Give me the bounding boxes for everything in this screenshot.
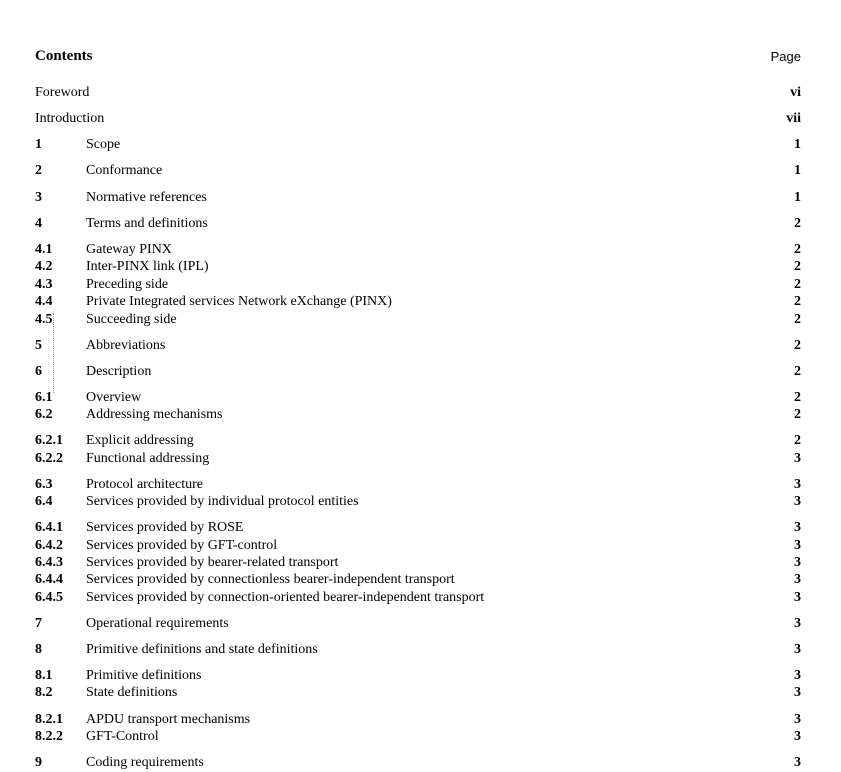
toc-entry-title: Foreword [35, 85, 90, 100]
toc-entry-page: 3 [794, 712, 801, 727]
toc-entry-page: 2 [794, 216, 801, 231]
toc-entry-title: GFT-Control [86, 729, 159, 744]
toc-entry-page: vii [786, 111, 801, 126]
toc-entry-number: 1 [35, 137, 42, 152]
toc-entry-section-8-2-1[interactable] [35, 711, 801, 729]
toc-entry-page: 3 [794, 555, 801, 570]
toc-entry-page: 3 [794, 538, 801, 553]
toc-entry-page: 1 [794, 163, 801, 178]
toc-entry-title: Addressing mechanisms [86, 407, 223, 422]
toc-entry-section-6-1[interactable] [35, 389, 801, 407]
toc-entry-number: 6 [35, 364, 42, 379]
toc-entry-title: Services provided by connectionless bearer-independent transport [86, 572, 455, 587]
toc-entry-number: 4.5 [35, 312, 53, 327]
toc-entry-number: 8.2 [35, 685, 53, 700]
toc-entry-title: Services provided by individual protocol entities [86, 494, 359, 509]
toc-entry-title: Introduction [35, 111, 105, 126]
toc-entry-section-4-4[interactable] [35, 293, 801, 311]
toc-entry-page: 3 [794, 520, 801, 535]
toc-entry-number: 8.1 [35, 668, 53, 683]
toc-entry-introduction[interactable] [35, 110, 801, 128]
toc-entry-number: 6.2.1 [35, 433, 63, 448]
toc-entry-page: 3 [794, 477, 801, 492]
toc-entry-section-7[interactable] [35, 615, 801, 633]
toc-entry-section-6[interactable] [35, 363, 801, 381]
toc-entry-title: Abbreviations [86, 338, 166, 353]
toc-entry-section-9[interactable] [35, 754, 801, 772]
toc-entry-title: Primitive definitions [86, 668, 202, 683]
toc-entry-page: vi [790, 85, 801, 100]
toc-entry-number: 9 [35, 755, 42, 770]
toc-entry-page: 2 [794, 312, 801, 327]
toc-entry-section-8-2-2[interactable] [35, 728, 801, 746]
toc-entry-number: 6.1 [35, 390, 53, 405]
toc-entry-section-6-2-1[interactable] [35, 432, 801, 450]
toc-entry-page: 3 [794, 668, 801, 683]
toc-entry-page: 3 [794, 755, 801, 770]
toc-entry-page: 3 [794, 616, 801, 631]
toc-entry-title: Conformance [86, 163, 163, 178]
toc-entry-section-1[interactable] [35, 136, 801, 154]
toc-entry-title: Succeeding side [86, 312, 177, 327]
toc-entry-number: 2 [35, 163, 42, 178]
toc-entry-title: Private Integrated services Network eXchange (PINX) [86, 294, 392, 309]
toc-entry-page: 2 [794, 390, 801, 405]
toc-entry-number: 6.4.5 [35, 590, 63, 605]
toc-entry-title: Protocol architecture [86, 477, 204, 492]
toc-entry-number: 6.2.2 [35, 451, 63, 466]
toc-entry-title: Services provided by GFT-control [86, 538, 278, 553]
toc-entry-page: 2 [794, 294, 801, 309]
toc-entry-title: Services provided by bearer-related transport [86, 555, 339, 570]
toc-entry-number: 6.4.2 [35, 538, 63, 553]
toc-entry-page: 3 [794, 729, 801, 744]
toc-entry-section-4-2[interactable] [35, 258, 801, 276]
toc-entry-page: 2 [794, 277, 801, 292]
page-column-label: Page [770, 49, 801, 64]
toc-entry-page: 3 [794, 494, 801, 509]
toc-entry-title: Coding requirements [86, 755, 204, 770]
toc-entry-section-6-2-2[interactable] [35, 450, 801, 468]
toc-entry-title: Preceding side [86, 277, 169, 292]
toc-entry-number: 4.4 [35, 294, 53, 309]
toc-entry-page: 3 [794, 590, 801, 605]
toc-entry-section-3[interactable] [35, 189, 801, 207]
toc-entry-number: 6.4.3 [35, 555, 63, 570]
toc-entry-section-8[interactable] [35, 641, 801, 659]
toc-entry-title: State definitions [86, 685, 178, 700]
toc-entry-number: 6.4.4 [35, 572, 63, 587]
toc-entry-number: 7 [35, 616, 42, 631]
toc-entry-page: 2 [794, 242, 801, 257]
toc-entry-number: 4.3 [35, 277, 53, 292]
toc-entry-number: 5 [35, 338, 42, 353]
toc-entry-title: Services provided by connection-oriented bearer-independent transport [86, 590, 485, 605]
toc-entry-page: 1 [794, 190, 801, 205]
toc-entry-page: 2 [794, 407, 801, 422]
toc-entry-title: Gateway PINX [86, 242, 172, 257]
toc-entry-page: 2 [794, 259, 801, 274]
toc-entry-title: APDU transport mechanisms [86, 712, 251, 727]
toc-entry-number: 8.2.2 [35, 729, 63, 744]
toc-entry-section-6-3[interactable] [35, 476, 801, 494]
toc-entry-title: Functional addressing [86, 451, 210, 466]
toc-entry-section-4-3[interactable] [35, 276, 801, 294]
toc-entry-section-6-2[interactable] [35, 406, 801, 424]
toc-entry-section-4[interactable] [35, 215, 801, 233]
toc-entry-title: Operational requirements [86, 616, 229, 631]
toc-entry-number: 6.3 [35, 477, 53, 492]
toc-entry-section-5[interactable] [35, 337, 801, 355]
toc-entry-number: 6.2 [35, 407, 53, 422]
toc-entry-section-6-4-4[interactable] [35, 571, 801, 589]
toc-entry-title: Explicit addressing [86, 433, 194, 448]
page-title: Contents [35, 48, 93, 64]
toc-entry-section-8-2[interactable] [35, 684, 801, 702]
toc-entry-number: 3 [35, 190, 42, 205]
toc-entry-section-6-4-3[interactable] [35, 554, 801, 572]
toc-entry-title: Primitive definitions and state definitions [86, 642, 318, 657]
toc-entry-page: 2 [794, 364, 801, 379]
toc-entry-number: 6.4 [35, 494, 53, 509]
toc-entry-page: 2 [794, 338, 801, 353]
toc-entry-foreword[interactable] [35, 84, 801, 102]
toc-entry-section-4-5[interactable] [35, 311, 801, 329]
toc-entry-title: Description [86, 364, 152, 379]
toc-entry-section-6-4[interactable] [35, 493, 801, 511]
toc-entry-number: 8.2.1 [35, 712, 63, 727]
toc-entry-number: 4.2 [35, 259, 53, 274]
toc-entry-page: 3 [794, 685, 801, 700]
toc-entry-number: 8 [35, 642, 42, 657]
toc-entry-section-6-4-2[interactable] [35, 537, 801, 555]
toc-entry-section-6-4-1[interactable] [35, 519, 801, 537]
toc-entry-section-2[interactable] [35, 162, 801, 180]
toc-entry-page: 3 [794, 642, 801, 657]
toc-entry-page: 3 [794, 451, 801, 466]
toc-entry-title: Scope [86, 137, 121, 152]
toc-entry-number: 4.1 [35, 242, 53, 257]
toc-entry-section-6-4-5[interactable] [35, 589, 801, 607]
toc-entry-number: 6.4.1 [35, 520, 63, 535]
toc-entry-page: 2 [794, 433, 801, 448]
toc-entry-title: Terms and definitions [86, 216, 208, 231]
toc-entry-page: 3 [794, 572, 801, 587]
toc-entry-title: Services provided by ROSE [86, 520, 244, 535]
toc-entry-section-8-1[interactable] [35, 667, 801, 685]
toc-entry-title: Normative references [86, 190, 207, 205]
toc-entry-page: 1 [794, 137, 801, 152]
toc-entry-number: 4 [35, 216, 42, 231]
toc-entry-title: Inter-PINX link (IPL) [86, 259, 209, 274]
toc-entry-title: Overview [86, 390, 142, 405]
toc-entry-section-4-1[interactable] [35, 241, 801, 259]
